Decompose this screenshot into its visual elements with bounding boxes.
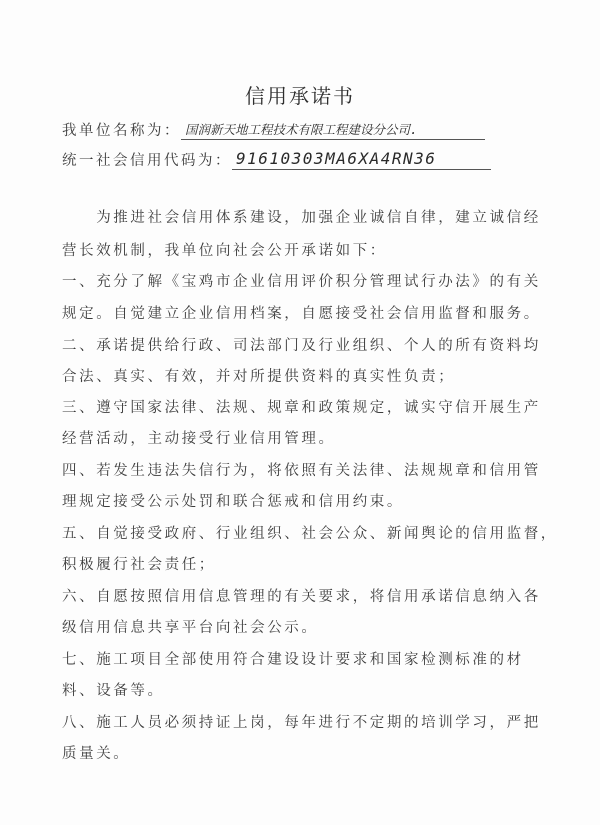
credit-code-label: 统一社会信用代码为： bbox=[62, 153, 232, 169]
clause-7-line-2: 料、设备等。 bbox=[62, 683, 165, 699]
credit-code-row bbox=[62, 146, 491, 170]
clause-2-line-1: 二、承诺提供给行政、司法部门及行业组织、个人的所有资料均 bbox=[62, 338, 541, 354]
document-title: 信用承诺书 bbox=[245, 84, 355, 108]
clause-6-line-1: 六、自愿按照信用信息管理的有关要求，将信用承诺信息纳入各 bbox=[62, 589, 541, 605]
paragraph-intro-line-1: 为推进社会信用体系建设，加强企业诚信自律，建立诚信经 bbox=[62, 210, 541, 226]
company-name-handwritten-value: 国润新天地工程技术有限工程建设分公司. bbox=[181, 120, 485, 140]
clause-4-line-2: 理规定接受公示处罚和联合惩戒和信用约束。 bbox=[62, 494, 404, 510]
company-name-row bbox=[62, 116, 485, 140]
clause-3-line-2: 经营活动，主动接受行业信用管理。 bbox=[62, 431, 336, 447]
clause-8-line-1: 八、施工人员必须持证上岗，每年进行不定期的培训学习，严把 bbox=[62, 715, 541, 731]
company-name-label: 我单位名称为： bbox=[62, 123, 181, 139]
clause-3-line-1: 三、遵守国家法律、法规、规章和政策规定，诚实守信开展生产 bbox=[62, 400, 541, 416]
clause-1-line-2: 规定。自觉建立企业信用档案，自愿接受社会信用监督和服务。 bbox=[62, 306, 541, 322]
clause-6-line-2: 级信用信息共享平台向社会公示。 bbox=[62, 620, 319, 636]
clause-1-line-1: 一、充分了解《宝鸡市企业信用评价积分管理试行办法》的有关 bbox=[62, 274, 541, 290]
clause-2-line-2: 合法、真实、有效，并对所提供资料的真实性负责； bbox=[62, 369, 456, 385]
clause-7-line-1: 七、施工项目全部使用符合建设设计要求和国家检测标准的材 bbox=[62, 652, 524, 668]
clause-8-line-2: 质量关。 bbox=[62, 746, 131, 762]
credit-code-handwritten-value: 91610303MA6XA4RN36 bbox=[232, 149, 491, 170]
paragraph-intro-line-2: 营长效机制，我单位向社会公开承诺如下： bbox=[62, 243, 387, 259]
clause-4-line-1: 四、若发生违法失信行为，将依照有关法律、法规规章和信用管 bbox=[62, 463, 541, 479]
clause-5-line-2: 积极履行社会责任； bbox=[62, 557, 216, 573]
clause-5-line-1: 五、自觉接受政府、行业组织、社会公众、新闻舆论的信用监督， bbox=[62, 526, 558, 542]
